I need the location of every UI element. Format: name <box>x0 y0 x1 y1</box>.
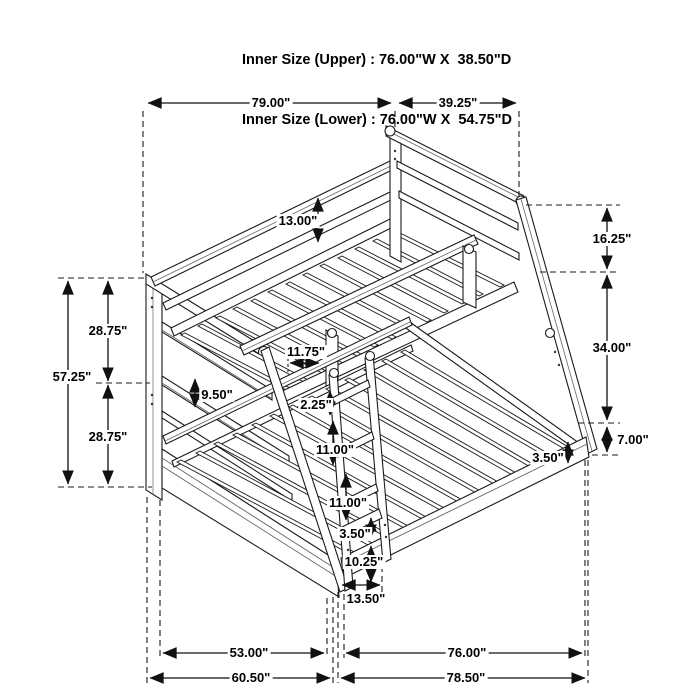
dim-label-left-total: 57.25" <box>52 369 92 384</box>
dim-label-right-mid: 34.00" <box>592 340 632 355</box>
dim-label-overall-length: 79.00" <box>251 95 291 110</box>
dim-label-right-top: 16.25" <box>592 231 632 246</box>
dim-label-bottom-right-inner: 76.00" <box>447 645 487 660</box>
dim-label-left-lower-half: 28.75" <box>88 429 128 444</box>
dim-label-ladder-bottom-rise: 10.25" <box>344 554 384 569</box>
dim-label-ladder-gap-mid: 11.00" <box>316 442 354 457</box>
dim-label-ladder-footprint: 13.50" <box>346 591 386 606</box>
dim-label-left-rail-gap: 9.50" <box>201 387 233 402</box>
dim-label-bottom-right-outer: 78.50" <box>446 670 486 685</box>
dim-label-lower-rail-height: 3.50" <box>532 450 564 465</box>
dim-label-ladder-gap-low: 11.00" <box>329 495 367 510</box>
dim-label-left-upper-half: 28.75" <box>88 323 128 338</box>
dim-label-ladder-offset: 11.75" <box>287 344 325 359</box>
dim-label-ladder-gap-top: 2.25" <box>300 397 332 412</box>
inner-size-lower: Inner Size (Lower) : 76.00"W X 54.75"D <box>242 112 512 128</box>
dim-label-headboard-height: 13.00" <box>278 213 318 228</box>
dim-label-bottom-left-inner: 53.00" <box>229 645 269 660</box>
dim-label-ladder-step-rise: 3.50" <box>339 526 371 541</box>
dim-label-upper-end-depth: 39.25" <box>438 95 478 110</box>
dim-label-bottom-left-outer: 60.50" <box>231 670 271 685</box>
inner-size-upper: Inner Size (Upper) : 76.00"W X 38.50"D <box>242 52 512 68</box>
dim-label-right-bottom: 7.00" <box>617 432 649 447</box>
inner-size-header <box>242 10 512 150</box>
